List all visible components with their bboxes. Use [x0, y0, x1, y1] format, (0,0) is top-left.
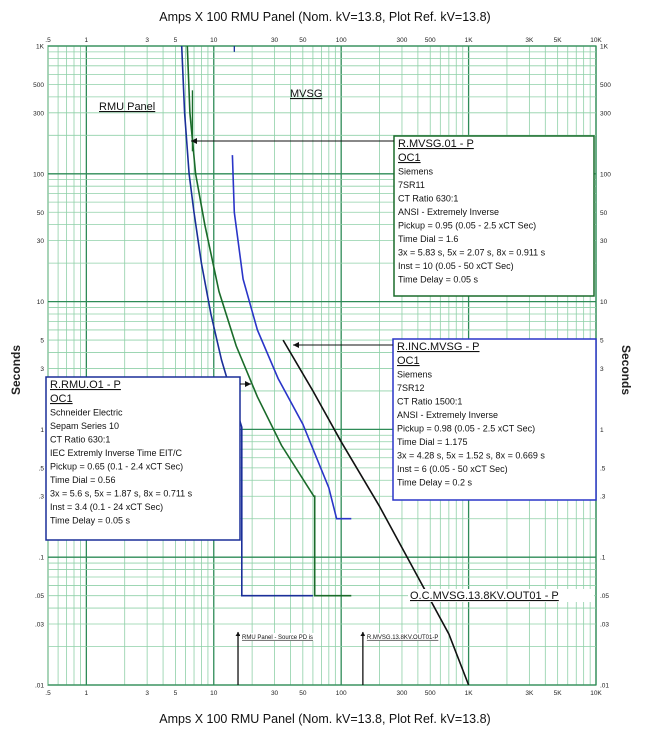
device-setting: 3x = 5.6 s, 5x = 1.87 s, 8x = 0.711 s — [50, 488, 193, 499]
x-tick-label-top: .5 — [45, 37, 51, 44]
x-tick-label-bottom: 3 — [145, 690, 149, 697]
device-setting: CT Ratio 630:1 — [50, 434, 111, 445]
device-setting: Sepam Series 10 — [50, 421, 120, 431]
x-tick-label-top: 300 — [396, 37, 408, 44]
y-axis-label-right: Seconds — [619, 344, 633, 396]
x-tick-label-top: 3 — [145, 37, 149, 44]
marker-label: R.MVSG.13.8KV.OUT01-P — [366, 634, 439, 641]
y-axis-label-left: Seconds — [9, 344, 23, 396]
device-setting: Pickup = 0.65 (0.1 - 2.4 xCT Sec) — [50, 461, 184, 472]
x-tick-label-bottom: 1 — [84, 690, 89, 697]
x-tick-label-top: 50 — [299, 37, 307, 44]
y-tick-label-right: 5 — [600, 337, 604, 345]
y-tick-label-left: .03 — [34, 621, 44, 629]
y-tick-label-right: 1K — [600, 43, 608, 51]
device-setting: Time Delay = 0.2 s — [397, 477, 472, 488]
device-setting: Time Delay = 0.05 s — [398, 274, 478, 285]
device-setting: CT Ratio 1500:1 — [397, 396, 463, 407]
y-tick-label-right: .05 — [600, 593, 610, 601]
y-tick-label-right: .1 — [600, 554, 606, 562]
x-tick-label-top: 3K — [525, 37, 534, 44]
x-tick-label-top: 1 — [84, 37, 89, 44]
y-tick-label-left: .1 — [38, 554, 44, 562]
device-setting: Pickup = 0.95 (0.05 - 2.5 xCT Sec) — [398, 220, 537, 231]
device-setting: 7SR11 — [398, 180, 425, 190]
y-tick-label-right: 10 — [600, 299, 608, 307]
device-setting: ANSI - Extremely Inverse — [397, 410, 499, 420]
y-tick-label-right: 3 — [600, 365, 604, 373]
x-tick-label-bottom: 50 — [299, 690, 307, 697]
x-tick-label-bottom: 500 — [424, 690, 436, 697]
y-tick-label-left: .05 — [34, 593, 44, 601]
x-tick-label-top: 5K — [553, 37, 562, 44]
y-tick-label-right: 100 — [600, 171, 611, 179]
x-tick-label-bottom: 100 — [335, 690, 347, 697]
device-setting: 7SR12 — [397, 383, 425, 393]
y-tick-label-right: .03 — [600, 621, 610, 629]
y-tick-label-right: 50 — [600, 209, 608, 217]
y-tick-label-left: 500 — [33, 81, 44, 89]
device-setting: IEC Extremly Inverse Time EIT/C — [50, 448, 183, 458]
x-tick-label-top: 1K — [464, 37, 473, 44]
y-tick-label-left: .01 — [34, 682, 44, 690]
y-tick-label-left: 50 — [36, 209, 44, 217]
device-setting: 3x = 5.83 s, 5x = 2.07 s, 8x = 0.911 s — [398, 247, 546, 258]
y-tick-label-left: 3 — [40, 365, 44, 373]
y-tick-label-right: .3 — [600, 493, 606, 501]
curve-group-label: RMU Panel — [99, 101, 156, 113]
device-function: OC1 — [397, 355, 420, 367]
device-setting: Time Dial = 1.6 — [398, 234, 459, 244]
y-tick-label-left: 5 — [40, 337, 44, 345]
y-tick-label-left: 10 — [36, 299, 44, 307]
y-tick-label-left: 1 — [40, 426, 44, 434]
y-tick-label-right: 30 — [600, 238, 608, 246]
y-tick-label-right: .01 — [600, 682, 610, 690]
x-tick-label-top: 10K — [590, 37, 602, 44]
x-tick-label-top: 100 — [335, 37, 347, 44]
device-setting: ANSI - Extremely Inverse — [398, 207, 500, 217]
x-tick-label-top: 5 — [173, 37, 178, 44]
y-tick-label-right: 1 — [600, 426, 604, 434]
y-tick-label-left: 300 — [33, 110, 44, 118]
device-setting: Time Delay = 0.05 s — [50, 515, 130, 526]
device-setting: 3x = 4.28 s, 5x = 1.52 s, 8x = 0.669 s — [397, 450, 545, 461]
device-title: R.INC.MVSG - P — [397, 341, 480, 353]
device-setting: Schneider Electric — [50, 407, 123, 418]
x-tick-label-bottom: 1K — [464, 690, 473, 697]
x-tick-label-bottom: 3K — [525, 690, 534, 697]
x-tick-label-top: 30 — [270, 37, 279, 44]
y-tick-label-right: .5 — [600, 465, 606, 473]
y-tick-label-left: 100 — [33, 171, 44, 179]
device-setting: Inst = 3.4 (0.1 - 24 xCT Sec) — [50, 502, 164, 512]
x-tick-label-bottom: 10K — [590, 690, 602, 697]
x-tick-label-bottom: 10 — [210, 690, 218, 697]
x-tick-label-top: 10 — [210, 37, 218, 44]
device-setting: Time Dial = 1.175 — [397, 437, 468, 447]
x-axis-label: Amps X 100 RMU Panel (Nom. kV=13.8, Plot Ref. kV=13.8) — [159, 712, 491, 726]
device-function: OC1 — [50, 393, 73, 405]
marker-label: RMU Panel - Source PD is — [242, 634, 314, 641]
y-tick-label-left: 1K — [36, 43, 44, 51]
y-tick-label-left: .5 — [38, 465, 44, 473]
device-function: OC1 — [398, 152, 421, 164]
x-tick-label-bottom: .5 — [45, 690, 51, 697]
x-tick-label-bottom: 30 — [270, 690, 279, 697]
device-setting: Siemens — [397, 369, 433, 380]
curve-label: O.C.MVSG.13.8KV.OUT01 - P — [410, 590, 559, 602]
y-tick-label-right: 500 — [600, 81, 611, 89]
device-setting: Inst = 6 (0.05 - 50 xCT Sec) — [397, 464, 508, 474]
x-tick-label-top: 500 — [424, 37, 436, 44]
chart-title: Amps X 100 RMU Panel (Nom. kV=13.8, Plot Ref. kV=13.8) — [159, 10, 491, 24]
y-tick-label-right: 300 — [600, 110, 611, 118]
device-setting: CT Ratio 630:1 — [398, 193, 459, 204]
device-setting: Pickup = 0.98 (0.05 - 2.5 xCT Sec) — [397, 423, 536, 434]
x-tick-label-bottom: 300 — [396, 690, 408, 697]
device-setting: Inst = 10 (0.05 - 50 xCT Sec) — [398, 261, 514, 271]
curve-group-label: MVSG — [290, 88, 323, 100]
x-tick-label-bottom: 5K — [553, 690, 562, 697]
device-setting: Siemens — [398, 166, 434, 177]
y-tick-label-left: .3 — [38, 493, 44, 501]
device-setting: Time Dial = 0.56 — [50, 475, 116, 485]
x-tick-label-bottom: 5 — [173, 690, 178, 697]
device-title: R.RMU.O1 - P — [50, 379, 121, 391]
device-title: R.MVSG.01 - P — [398, 138, 474, 150]
y-tick-label-left: 30 — [36, 238, 44, 246]
